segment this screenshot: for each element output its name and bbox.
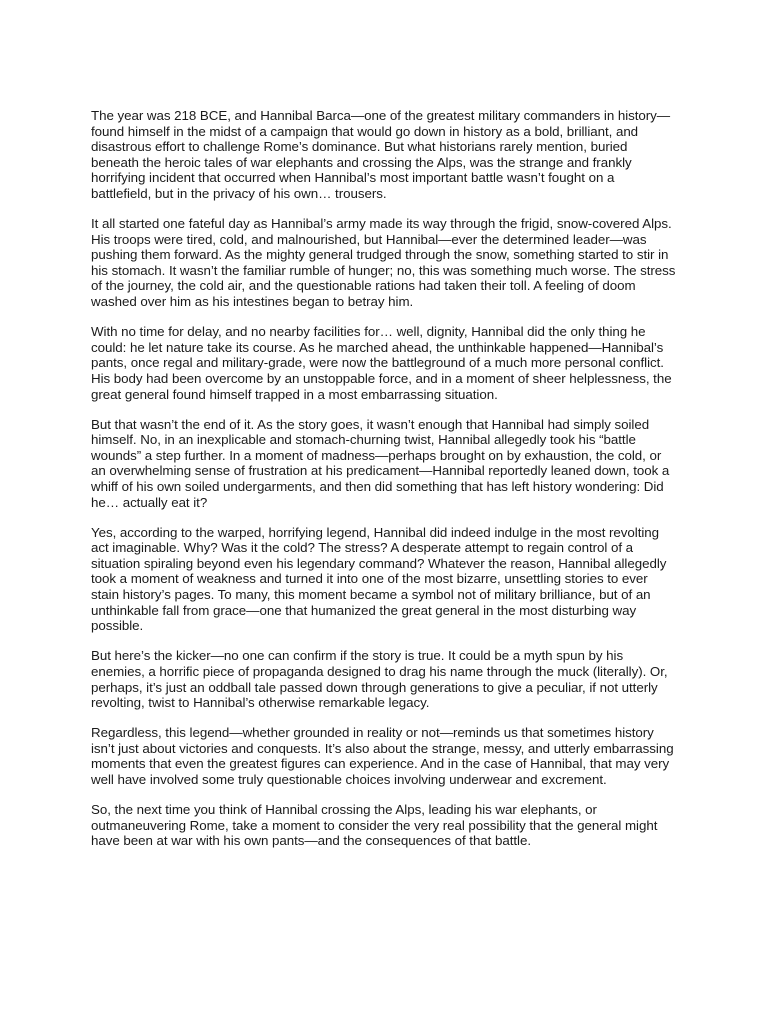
paragraph-7: Regardless, this legend—whether grounded in reality or not—reminds us that sometimes history isn’t just about victories and conquests. It’s also about the strange, messy, and utterly embarrassing moments that even the greatest figures can experience. And in the case of Hannibal, that may very well have involved some truly questionable choices involving underwear and excrement. bbox=[91, 725, 674, 787]
paragraph-2: It all started one fateful day as Hannibal’s army made its way through the frigid, snow-covered Alps. His troops were tired, cold, and malnourished, but Hannibal—ever the determined leader—was pushing them forward. As the mighty general trudged through the snow, something started to stir in his stomach. It wasn’t the familiar rumble of hunger; no, this was something much worse. The stress of the journey, the cold air, and the questionable rations had taken their toll. A feeling of doom washed over him as his intestines began to betray him. bbox=[91, 216, 676, 310]
paragraph-1: The year was 218 BCE, and Hannibal Barca—one of the greatest military commanders in history—found himself in the midst of a campaign that would go down in history as a bold, brilliant, and disastrous effort to challenge Rome’s dominance. But what historians rarely mention, buried beneath the heroic tales of war elephants and crossing the Alps, was the strange and frankly horrifying incident that occurred when Hannibal’s most important battle wasn’t fought on a battlefield, but in the privacy of his own… trousers. bbox=[91, 108, 671, 201]
paragraph-3: With no time for delay, and no nearby facilities for… well, dignity, Hannibal did the only thing he could: he let nature take its course. As he marched ahead, the unthinkable happened—Hannibal’s pants, once regal and military-grade, were now the battleground of a much more personal conflict. His body had been overcome by an unstoppable force, and in a moment of sheer helplessness, the great general found himself trapped in a most embarrassing situation. bbox=[91, 324, 672, 402]
paragraph-6: But here’s the kicker—no one can confirm if the story is true. It could be a myth spun by his enemies, a horrific piece of propaganda designed to drag his name through the muck (literally). Or, perhaps, it’s just an oddball tale passed down through generations to give a peculiar, if not utterly revolting, twist to Hannibal’s otherwise remarkable legacy. bbox=[91, 648, 668, 711]
document-body bbox=[91, 108, 676, 863]
paragraph-4: But that wasn’t the end of it. As the story goes, it wasn’t enough that Hannibal had simply soiled himself. No, in an inexplicable and stomach-churning twist, Hannibal allegedly took his “battle wounds” a step further. In a moment of madness—perhaps brought on by exhaustion, the cold, or an overwhelming sense of frustration at his predicament—Hannibal reportedly leaned down, took a whiff of his own soiled undergarments, and then did something that has left history wondering: Did he… actually eat it? bbox=[91, 416, 670, 510]
paragraph-5: Yes, according to the warped, horrifying legend, Hannibal did indeed indulge in the most revolting act imaginable. Why? Was it the cold? The stress? A desperate attempt to regain control of a situation spiraling beyond even his legendary command? Whatever the reason, Hannibal allegedly took a moment of weakness and turned it into one of the most bizarre, unsettling stories to ever stain history’s pages. To many, this moment became a symbol not of military brilliance, but of an unthinkable fall from grace—one that humanized the great general in the most disturbing way possible. bbox=[91, 524, 667, 634]
paragraph-8: So, the next time you think of Hannibal crossing the Alps, leading his war elephants, or outmaneuvering Rome, take a moment to consider the very real possibility that the general might have been at war with his own pants—and the consequences of that battle. bbox=[91, 802, 658, 849]
